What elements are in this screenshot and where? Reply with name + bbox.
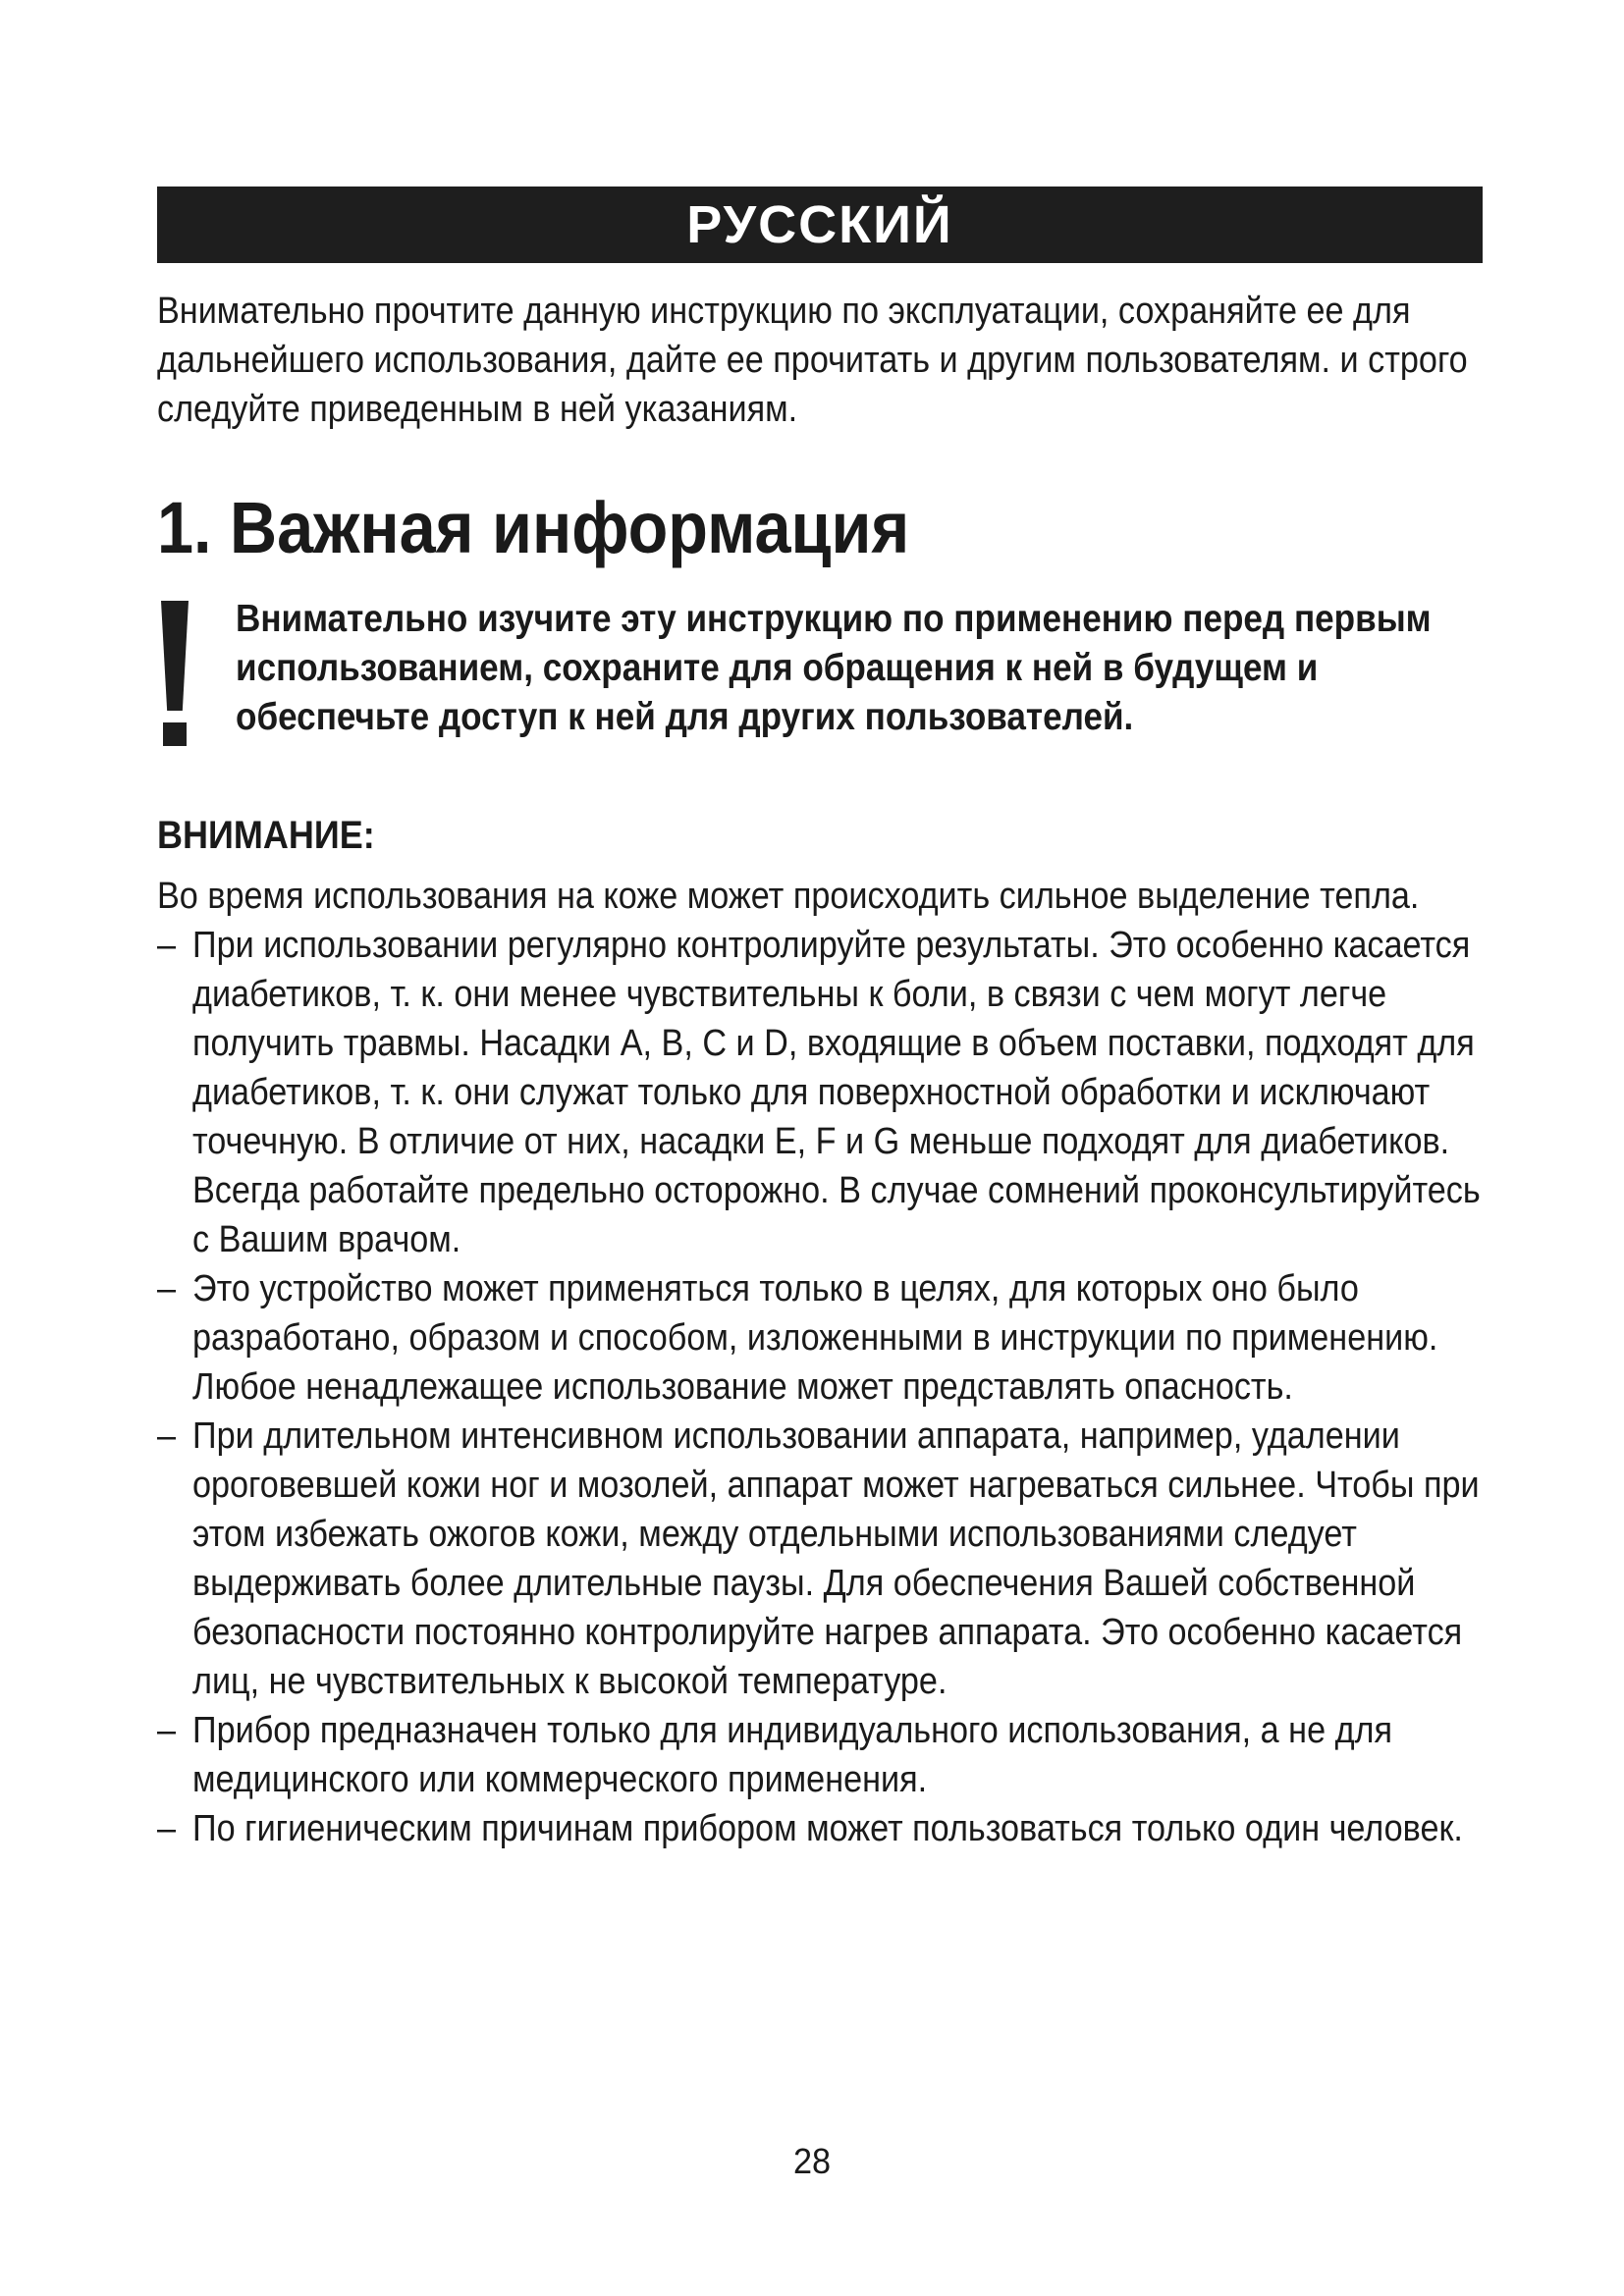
important-notice [157, 587, 1483, 754]
language-banner: РУССКИЙ [157, 187, 1483, 263]
section-title: 1. Важная информация [157, 487, 910, 568]
list-item [157, 1264, 1500, 1412]
list-item [157, 1804, 1500, 1853]
list-item [157, 1412, 1500, 1706]
dash-bullet: – [157, 1710, 177, 1751]
list-item [157, 921, 1500, 1264]
document-page [157, 187, 1483, 1853]
list-item-text: По гигиеническим причинам прибором может пользоваться только один человек. [192, 1808, 1463, 1849]
dash-bullet: – [157, 925, 177, 966]
warning-lead: Во время использования на коже может происходить сильное выделение тепла. [157, 876, 1420, 917]
list-item-text: При длительном интенсивном использовании аппарата, например, удалении ороговевшей кожи ног и мозолей, аппарат может нагреваться сильнее. Чтобы при этом избежать ожогов кожи, между отдельными использованиями следует выдерживать более длительные паузы. Для обеспечения Вашей собственной безопасности постоянно контролируйте нагрев аппарата. Это особенно касается лиц, не чувствительных к высокой температуре. [192, 1415, 1480, 1702]
list-item-text: Это устройство может применяться только в целях, для которых оно было разработано, образом и способом, изложенными в инструкции по применению. Любое ненадлежащее использование может представлять опасность. [192, 1268, 1438, 1408]
exclamation-icon [161, 601, 189, 748]
dash-bullet: – [157, 1268, 177, 1309]
list-item-text: При использовании регулярно контролируйте результаты. Это особенно касается диабетиков, т. к. они менее чувствительны к боли, в связи с чем могут легче получить травмы. Насадки A, B, C и D, входящие в объем поставки, подходят для диабетиков, т. к. они служат только для поверхностной обработки и исключают точечную. В отличие от них, насадки E, F и G меньше подходят для диабетиков. Всегда работайте предельно осторожно. В случае сомнений проконсультируйтесь с Вашим врачом. [192, 925, 1481, 1260]
dash-bullet: – [157, 1808, 177, 1849]
list-item [157, 1706, 1500, 1804]
warning-title: ВНИМАНИЕ: [157, 814, 375, 857]
intro-paragraph: Внимательно прочтите данную инструкцию по эксплуатации, сохраняйте ее для дальнейшего использования, дайте ее прочитать и другим пользователям. и строго следуйте приведенным в ней указаниям. [157, 291, 1468, 430]
list-item-text: Прибор предназначен только для индивидуального использования, а не для медицинского или коммерческого применения. [192, 1710, 1393, 1800]
dash-bullet: – [157, 1415, 177, 1457]
warning-list [157, 921, 1500, 1853]
important-notice-text: Внимательно изучите эту инструкцию по применению перед первым использованием, сохраните для обращения к ней в будущем и обеспечьте доступ к ней для других пользователей. [236, 598, 1432, 738]
page-number: 28 [792, 2141, 832, 2181]
